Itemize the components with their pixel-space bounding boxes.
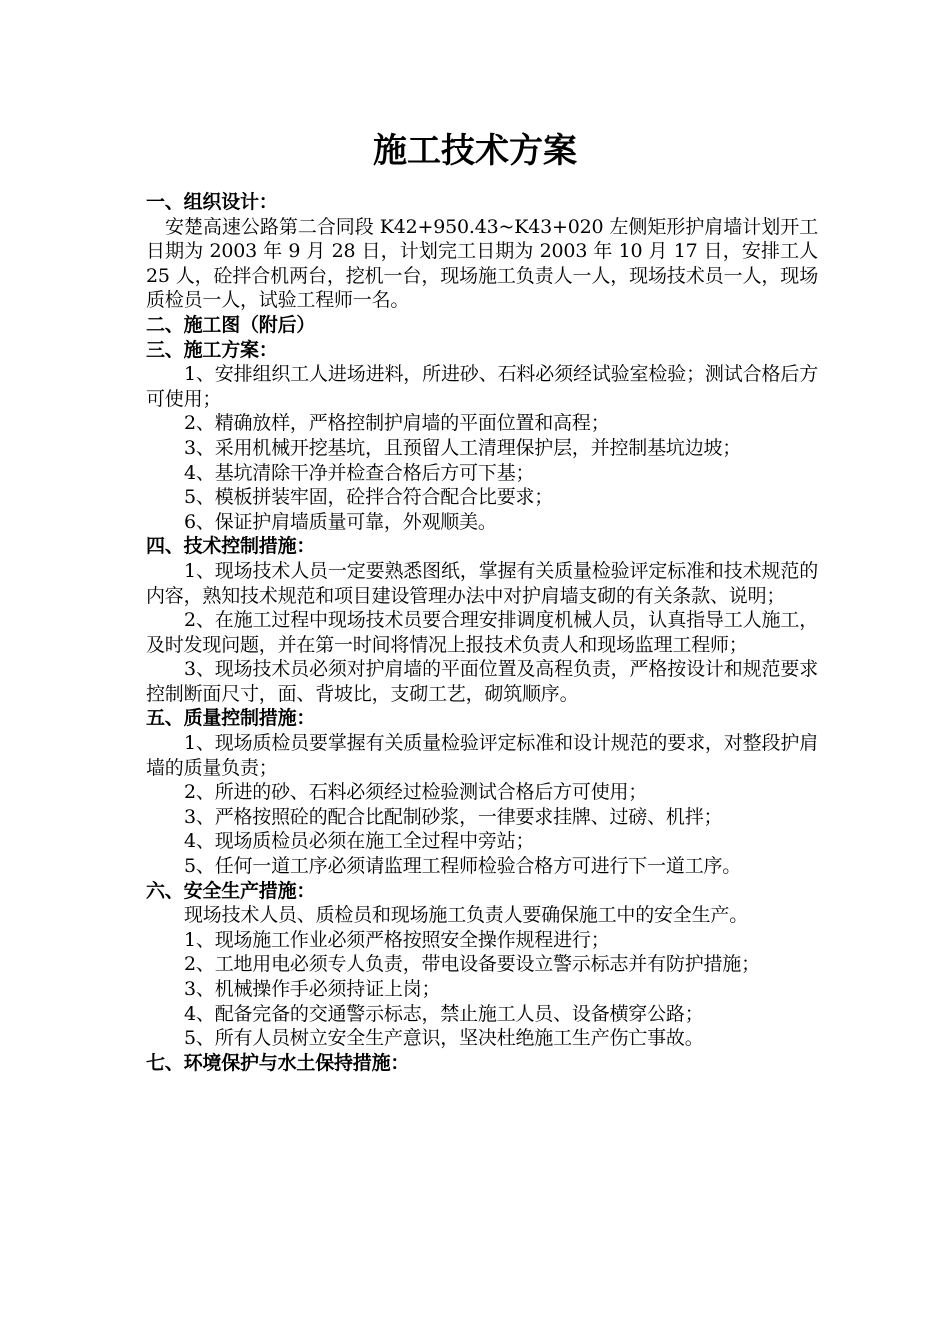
body-paragraph: 安楚高速公路第二合同段 K42+950.43~K43+020 左侧矩形护肩墙计划开工日期为 2003 年 9 月 28 日，计划完工日期为 2003 年 10 月 17 日，安排工人 25 人，砼拌合机两台，挖机一台，现场施工负责人一人，现场技术员一人，现场质检员一人，试验工程师一名。 [146, 215, 818, 312]
body-paragraph: 2、工地用电必须专人负责，带电设备要设立警示标志并有防护措施； [184, 953, 760, 976]
document-body [146, 190, 818, 1075]
body-paragraph: 3、机械操作手必须持证上岗； [184, 978, 441, 1000]
body-paragraph: 5、所有人员树立安全生产意识，坚决杜绝施工生产伤亡事故。 [184, 1027, 704, 1050]
body-paragraph: 3、采用机械开挖基坑，且预留人工清理保护层，并控制基坑边坡； [184, 436, 742, 459]
body-paragraph: 3、现场技术员必须对护肩墙的平面位置及高程负责，严格按设计和规范要求控制断面尺寸，面、背坡比，支砌工艺，砌筑顺序。 [146, 658, 818, 705]
body-paragraph: 5、任何一道工序必须请监理工程师检验合格方可进行下一道工序。 [184, 855, 742, 878]
body-paragraph: 4、配备完备的交通警示标志，禁止施工人员、设备横穿公路； [184, 1002, 704, 1025]
section-heading: 一、组织设计： [146, 191, 278, 213]
section-heading: 六、安全生产措施： [146, 879, 316, 902]
page-title: 施工技术方案 [373, 131, 577, 171]
body-paragraph: 4、基坑清除干净并检查合格后方可下基； [184, 461, 535, 484]
section-heading: 五、质量控制措施： [146, 707, 316, 730]
body-paragraph: 4、现场质检员必须在施工全过程中旁站； [184, 830, 535, 853]
body-paragraph: 3、严格按照砼的配合比配制砂浆，一律要求挂牌、过磅、机拌； [184, 805, 723, 828]
body-paragraph: 现场技术人员、质检员和现场施工负责人要确保施工中的安全生产。 [184, 904, 749, 927]
body-paragraph: 2、所进的砂、石料必须经过检验测试合格后方可使用； [184, 781, 648, 804]
section-heading: 二、施工图（附后） [146, 313, 316, 336]
body-paragraph: 2、精确放样，严格控制护肩墙的平面位置和高程； [184, 412, 610, 435]
body-paragraph: 1、安排组织工人进场进料，所进砂、石料必须经试验室检验；测试合格后方可使用； [146, 363, 818, 410]
body-paragraph: 5、模板拼装牢固，砼拌合符合配合比要求； [184, 486, 554, 509]
body-paragraph: 1、现场质检员要掌握有关质量检验评定标准和设计规范的要求，对整段护肩墙的质量负责； [146, 732, 818, 779]
body-paragraph: 1、现场施工作业必须严格按照安全操作规程进行； [184, 928, 610, 951]
section-heading: 四、技术控制措施： [146, 535, 316, 558]
body-paragraph: 1、现场技术人员一定要熟悉图纸，掌握有关质量检验评定标准和技术规范的内容，熟知技术规范和项目建设管理办法中对护肩墙支砌的有关条款、说明； [146, 559, 818, 607]
body-paragraph: 6、保证护肩墙质量可靠，外观顺美。 [184, 510, 497, 533]
section-heading: 三、施工方案： [146, 338, 278, 361]
section-heading: 七、环境保护与水土保持措施： [146, 1051, 410, 1074]
body-paragraph: 2、在施工过程中现场技术员要合理安排调度机械人员，认真指导工人施工，及时发现问题，并在第一时间将情况上报技术负责人和现场监理工程师； [146, 609, 818, 656]
